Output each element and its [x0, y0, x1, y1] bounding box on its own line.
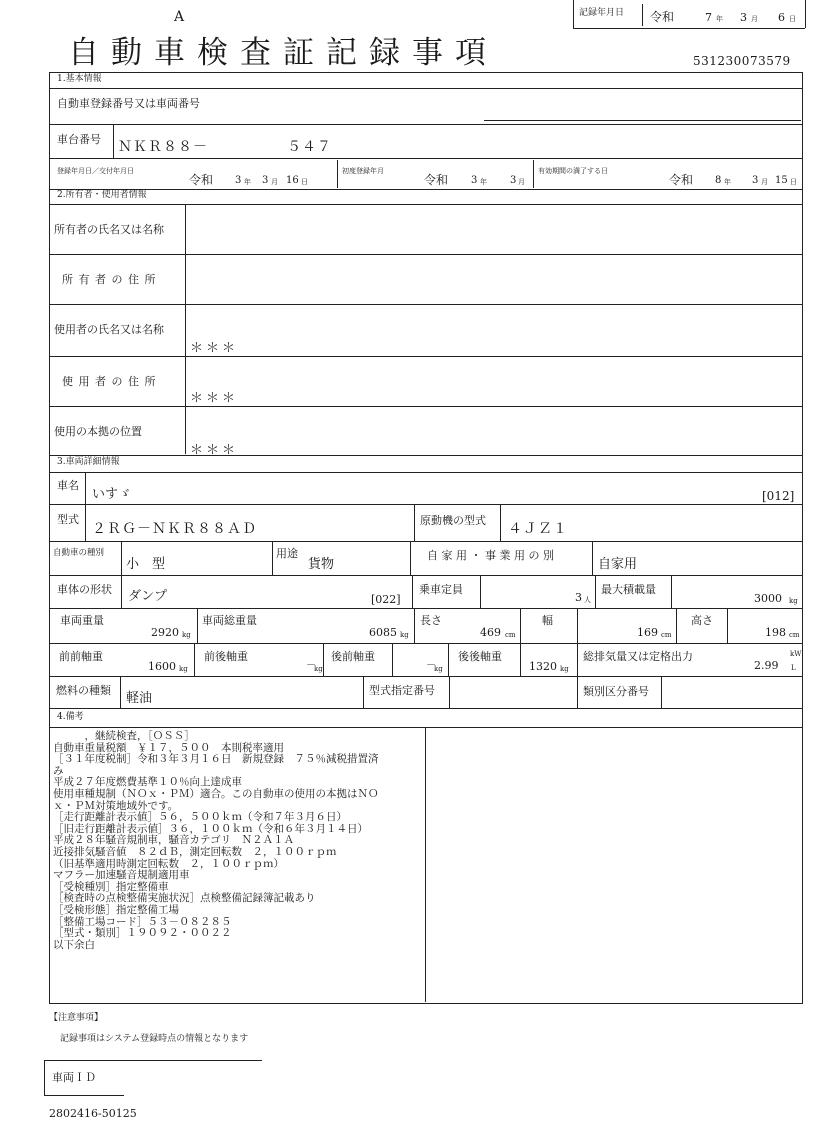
front-front-axle-value: 1600	[148, 660, 176, 673]
rear-front-axle-value: －	[426, 660, 436, 671]
rear-rear-axle-value: 1320	[529, 660, 557, 673]
model-label: 型式	[57, 513, 79, 526]
remark-line: ［受検形態］指定整備工場	[53, 903, 179, 916]
displacement-value: 2.99	[754, 659, 779, 672]
owner-address-label: 所 有 者 の 住 所	[62, 273, 157, 286]
registration-date-era: 令和	[189, 173, 214, 187]
body-shape-code: [022]	[371, 593, 401, 606]
gross-weight-label: 車両総重量	[202, 614, 257, 627]
maker-code: [012]	[762, 489, 795, 503]
remark-line: マフラー加速騒音規制適用車	[53, 869, 190, 882]
remarks-list	[53, 731, 423, 951]
use-value: 貨物	[308, 557, 335, 572]
remark-line: 近接排気騒音値 ８２ｄＢ，測定回転数 ２，１００ｒｐｍ	[53, 845, 337, 858]
document-title: 自動車検査証記録事項	[68, 35, 498, 71]
owner-name-label: 所有者の氏名又は名称	[54, 223, 164, 236]
remark-line: 以下余白	[53, 938, 95, 951]
base-location-value: ＊＊＊	[190, 443, 239, 458]
front-rear-axle-label: 前後軸重	[204, 650, 248, 663]
remark-line: ［旧走行距離計表示値］３６，１００ｋｍ（令和６年３月１４日）	[53, 822, 368, 835]
remark-line: （旧基準適用時測定回転数 ２，１００ｒｐｍ）	[53, 857, 284, 870]
notes-text: 記録事項はシステム登録時点の情報となります	[60, 1034, 249, 1044]
vehicle-weight-label: 車両重量	[60, 614, 104, 627]
front-front-axle-label: 前前軸重	[59, 650, 103, 663]
user-address-label: 使 用 者 の 住 所	[62, 375, 157, 388]
remark-line: 使用車種規制（ＮＯｘ・ＰＭ）適合。この自動車の使用の本拠はＮＯ	[53, 787, 379, 800]
remark-line: ，継続検査，［ＯＳＳ］	[53, 730, 195, 742]
expiry-date-era: 令和	[669, 173, 694, 187]
remark-line: 平成２７年度燃費基準１０％向上達成車	[53, 776, 242, 789]
use-label: 用途	[276, 547, 298, 560]
first-registration-era: 令和	[424, 173, 449, 187]
registration-number-label: 自動車登録番号又は車両番号	[57, 97, 200, 110]
capacity-value: 3	[575, 591, 582, 604]
fuel-type-label: 燃料の種類	[56, 684, 111, 697]
footer-code: 2802416-50125	[49, 1107, 137, 1120]
record-date-month: 3	[740, 11, 747, 24]
section-basic-info: 1.基本情報	[57, 74, 102, 84]
height-label: 高さ	[691, 614, 713, 627]
copy-mark: A	[174, 9, 185, 25]
width-label: 幅	[542, 614, 553, 627]
record-date-year: 7	[705, 11, 712, 24]
notes-heading: 【注意事項】	[49, 1013, 104, 1023]
section-vehicle-details: 3.車両詳細情報	[57, 457, 120, 467]
remark-line: ［受検種別］指定整備車	[53, 880, 169, 893]
front-rear-axle-value: －	[306, 660, 316, 671]
base-location-label: 使用の本拠の位置	[54, 425, 142, 438]
displacement-label: 総排気量又は定格出力	[583, 650, 693, 663]
maker-value: いすゞ	[92, 487, 132, 502]
remark-line: ［３１年度税制］令和３年３月１６日 新規登録 ７５％減税措置済	[53, 753, 379, 766]
remark-line: ［整備工場コード］５３－０８２８５	[53, 915, 232, 928]
category-number-label: 類別区分番号	[583, 685, 649, 698]
registration-date-label: 登録年月日／交付年月日	[57, 167, 134, 175]
vehicle-kind-label: 自動車の種別	[53, 548, 105, 558]
fuel-type-value: 軽油	[126, 691, 153, 706]
chassis-number-suffix: ５４７	[287, 139, 332, 155]
user-name-label: 使用者の氏名又は名称	[54, 323, 164, 336]
remark-line: ［走行距離計表示値］５６，５００ｋｍ（令和７年３月６日）	[53, 811, 347, 824]
remark-line: 自動車重量税額 ￥１７，５００ 本則税率適用	[53, 741, 284, 754]
capacity-label: 乗車定員	[419, 583, 463, 596]
length-label: 長さ	[420, 614, 442, 627]
user-name-value: ＊＊＊	[190, 341, 239, 356]
body-shape-value: ダンプ	[128, 589, 168, 604]
max-load-value: 3000	[754, 592, 782, 605]
width-value: 169	[637, 626, 658, 639]
rear-front-axle-label: 後前軸重	[331, 650, 375, 663]
document-number: 531230073579	[693, 54, 791, 68]
engine-model-label: 原動機の型式	[420, 514, 486, 527]
record-date-label: 記録年月日	[579, 8, 625, 18]
model-value: ２ＲＧ－ＮＫＲ８８ＡＤ	[92, 521, 257, 537]
record-date-era: 令和	[650, 10, 675, 24]
chassis-number-prefix: ＮＫＲ８８－	[118, 139, 208, 155]
vehicle-weight-value: 2920	[151, 626, 179, 639]
length-value: 469	[480, 626, 501, 639]
remark-line: ［型式・類別］１９０９２・００２２	[53, 927, 232, 940]
engine-model-value: ４ＪＺ１	[508, 521, 568, 537]
type-designation-label: 型式指定番号	[369, 684, 435, 697]
body-shape-label: 車体の形状	[57, 583, 112, 596]
remark-line: 平成２８年騒音規制車，騒音カテゴリ Ｎ２Ａ１Ａ	[53, 834, 295, 847]
height-value: 198	[765, 626, 786, 639]
private-business-value: 自家用	[598, 557, 638, 572]
chassis-number-label: 車台番号	[57, 133, 101, 146]
remark-line: ［検査時の点検整備実施状況］点検整備記録簿記載あり	[53, 892, 316, 905]
remark-line: ｘ・ＰＭ対策地域外です。	[53, 799, 179, 812]
record-date-day: 6	[778, 11, 785, 24]
max-load-label: 最大積載量	[601, 583, 656, 596]
gross-weight-value: 6085	[369, 626, 397, 639]
user-address-value: ＊＊＊	[190, 391, 239, 406]
remark-line: み	[53, 764, 64, 777]
first-registration-label: 初度登録年月	[342, 167, 384, 175]
vehicle-id-label: 車両ＩＤ	[52, 1071, 96, 1084]
expiry-date-label: 有効期間の満了する日	[538, 167, 608, 175]
section-remarks: 4.備考	[57, 712, 84, 722]
vehicle-kind-value: 小 型	[126, 557, 166, 572]
section-owner-info: 2.所有者・使用者情報	[57, 190, 147, 200]
private-business-label: 自 家 用 ・ 事 業 用 の 別	[427, 549, 554, 562]
rear-rear-axle-label: 後後軸重	[458, 650, 502, 663]
maker-label: 車名	[57, 479, 79, 492]
